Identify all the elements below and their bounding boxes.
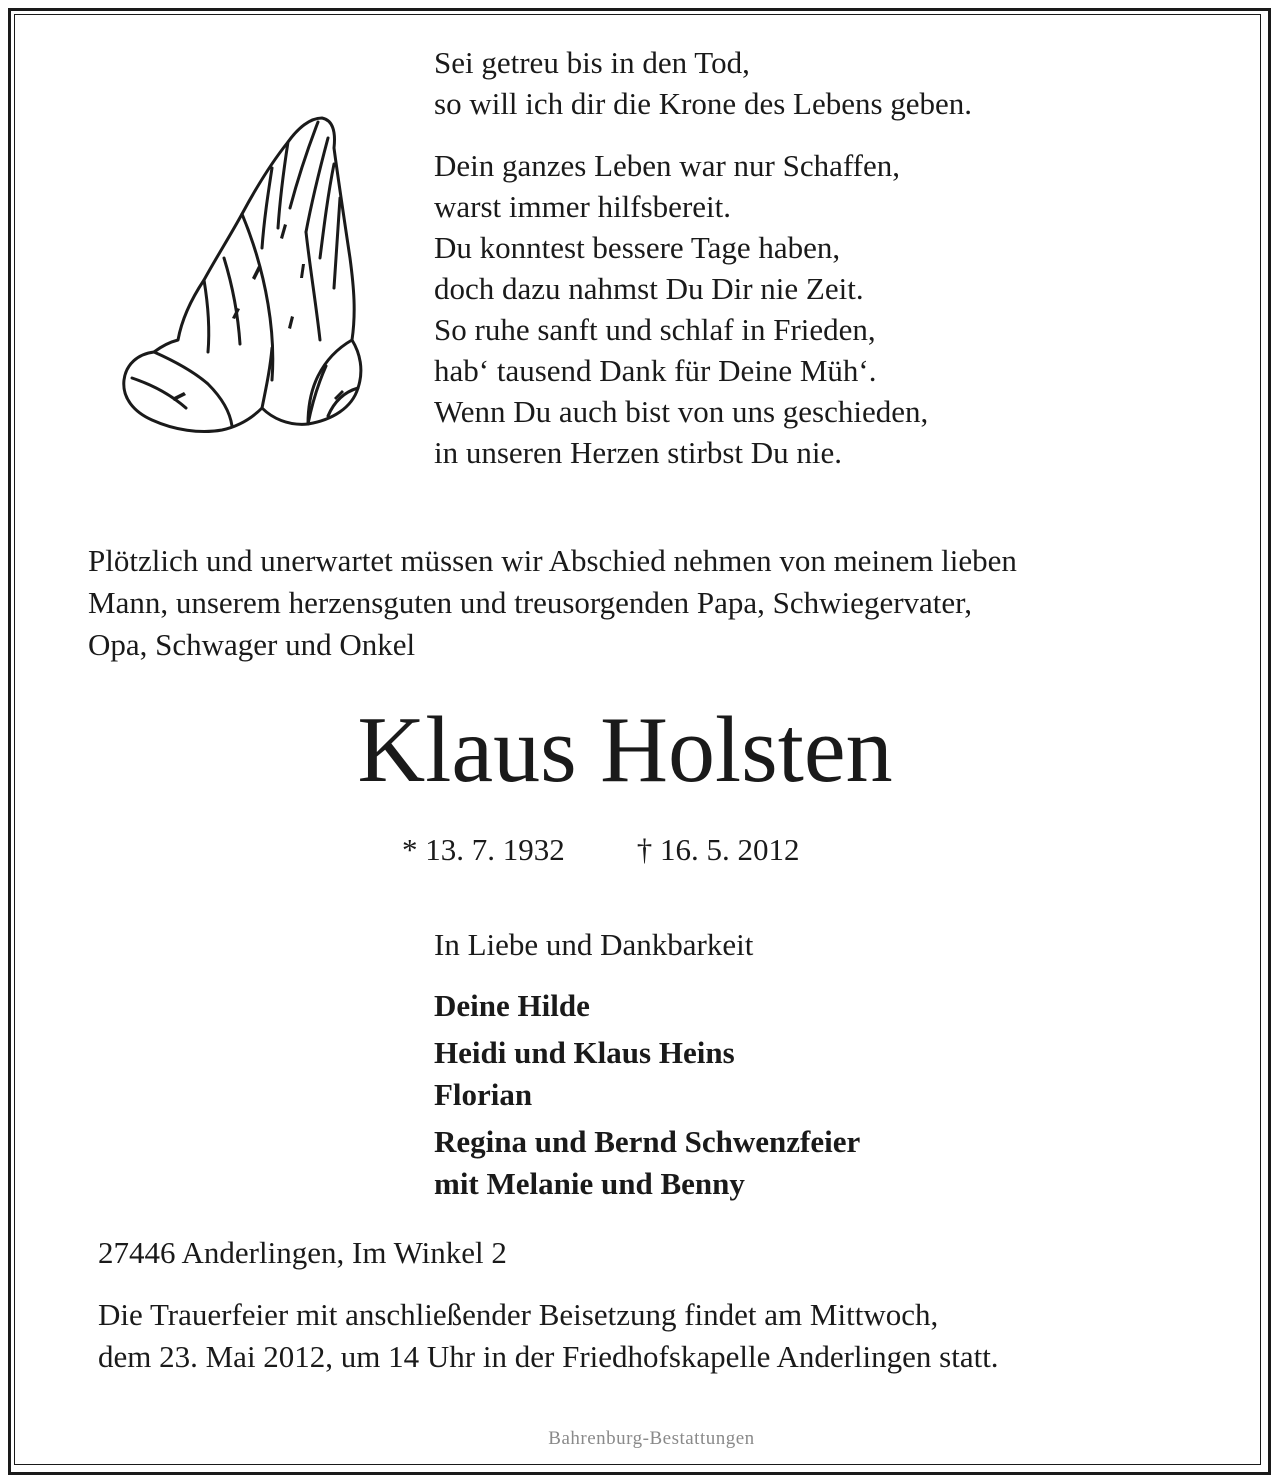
announcement-line: Opa, Schwager und Onkel [88,627,416,662]
motto-line: so will ich dir die Krone des Lebens geben. [434,86,973,121]
address: 27446 Anderlingen, Im Winkel 2 [98,1235,507,1270]
poem [434,145,928,473]
family-member: Heidi und Klaus Heins [434,1035,735,1070]
poem-line: Wenn Du auch bist von uns geschieden, [434,394,929,429]
poem-line: Du konntest bessere Tage haben, [434,230,841,265]
birth-date: * 13. 7. 1932 [402,832,565,867]
announcement-text [88,540,1017,666]
undertaker-credit: Bahrenburg-Bestattungen [548,1428,755,1449]
announcement-line: Mann, unserem herzensguten und treusorgenden Papa, Schwiegervater, [88,585,972,620]
death-date: † 16. 5. 2012 [636,832,800,867]
family-member: mit Melanie und Benny [434,1166,745,1201]
poem-line: hab‘ tausend Dank für Deine Müh‘. [434,353,877,388]
life-dates [402,830,800,870]
poem-line: doch dazu nahmst Du Dir nie Zeit. [434,271,864,306]
family-member: Regina und Bernd Schwenzfeier [434,1124,861,1159]
deceased-name: Klaus Holsten [357,698,893,802]
motto [434,42,972,124]
funeral-service-info [98,1294,999,1378]
service-line: Die Trauerfeier mit anschließender Beisetzung findet am Mittwoch, [98,1297,939,1332]
praying-hands-icon [112,108,364,448]
poem-line: Dein ganzes Leben war nur Schaffen, [434,148,900,183]
motto-line: Sei getreu bis in den Tod, [434,45,750,80]
closing-phrase: In Liebe und Dankbarkeit [434,927,754,962]
poem-line: warst immer hilfsbereit. [434,189,731,224]
family-member: Florian [434,1077,533,1112]
poem-line: So ruhe sanft und schlaf in Frieden, [434,312,876,347]
service-line: dem 23. Mai 2012, um 14 Uhr in der Friedhofskapelle Anderlingen statt. [98,1339,999,1374]
poem-line: in unseren Herzen stirbst Du nie. [434,435,843,470]
family-member: Deine Hilde [434,988,590,1023]
announcement-line: Plötzlich und unerwartet müssen wir Abschied nehmen von meinem lieben [88,543,1017,578]
